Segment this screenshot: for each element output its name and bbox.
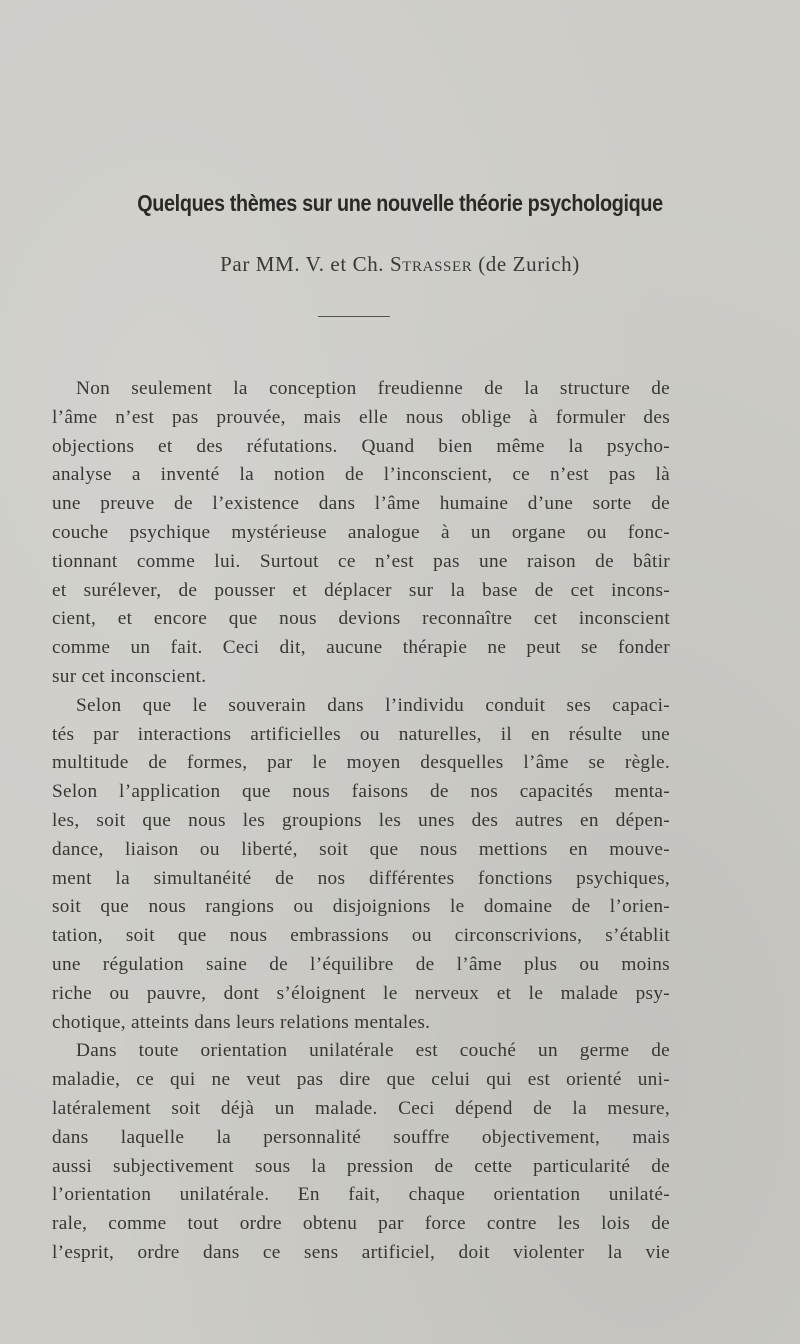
text-line: tation, soit que nous embrassions ou circonscrivions, s’établit — [52, 925, 670, 947]
text-line: cient, et encore que nous devions reconnaître cet inconscient — [52, 608, 670, 630]
text-line: chotique, atteints dans leurs relations mentales. — [52, 1011, 431, 1033]
text-line: soit que nous rangions ou disjoignions le domaine de l’orien- — [52, 896, 670, 918]
text-line: maladie, ce qui ne veut pas dire que celui qui est orienté uni- — [52, 1069, 670, 1091]
text-line: objections et des réfutations. Quand bien même la psycho- — [52, 435, 670, 457]
byline-author: Strasser — [390, 252, 473, 276]
article-title: Quelques thèmes sur une nouvelle théorie psychologique — [137, 190, 663, 216]
text-line: une régulation saine de l’équilibre de l’âme plus ou moins — [52, 953, 670, 975]
byline-suffix: (de Zurich) — [478, 252, 580, 276]
text-line: et surélever, de pousser et déplacer sur la base de cet incons- — [52, 579, 670, 601]
text-line: ment la simultanéité de nos différentes fonctions psychiques, — [52, 867, 670, 889]
text-line: dans laquelle la personnalité souffre objectivement, mais — [52, 1126, 670, 1148]
text-line: latéralement soit déjà un malade. Ceci dépend de la mesure, — [52, 1097, 670, 1119]
text-line: aussi subjectivement sous la pression de cette particularité de — [52, 1155, 670, 1177]
text-line: riche ou pauvre, dont s’éloignent le nerveux et le malade psy- — [52, 982, 670, 1004]
title-separator-rule — [318, 316, 390, 317]
article-byline — [0, 252, 800, 277]
text-line: multitude de formes, par le moyen desquelles l’âme se règle. — [52, 752, 670, 774]
text-line: comme un fait. Ceci dit, aucune thérapie ne peut se fonder — [52, 637, 670, 659]
paragraph — [52, 692, 670, 1038]
text-line: dance, liaison ou liberté, soit que nous mettions en mouve- — [52, 838, 670, 860]
article-body — [52, 375, 670, 1268]
text-line: Non seulement la conception freudienne de la structure de — [76, 378, 670, 399]
text-line: rale, comme tout ordre obtenu par force contre les lois de — [52, 1213, 670, 1235]
byline-prefix: Par MM. V. et Ch. — [220, 252, 385, 276]
text-line: l’orientation unilatérale. En fait, chaque orientation unilaté- — [52, 1184, 670, 1206]
text-line: couche psychique mystérieuse analogue à un organe ou fonc- — [52, 521, 670, 543]
text-line: tés par interactions artificielles ou naturelles, il en résulte une — [52, 723, 670, 745]
paragraph — [52, 375, 670, 692]
text-line: sur cet inconscient. — [52, 665, 207, 687]
text-line: une preuve de l’existence dans l’âme humaine d’une sorte de — [52, 493, 670, 515]
text-line: Selon l’application que nous faisons de nos capacités menta- — [52, 781, 670, 803]
text-line: analyse a inventé la notion de l’inconscient, ce n’est pas là — [52, 464, 670, 486]
text-line: tionnant comme lui. Surtout ce n’est pas une raison de bâtir — [52, 550, 670, 572]
text-line: l’âme n’est pas prouvée, mais elle nous oblige à formuler des — [52, 406, 670, 428]
paragraph — [52, 1037, 670, 1267]
text-line: les, soit que nous les groupions les unes des autres en dépen- — [52, 809, 670, 831]
text-line: Selon que le souverain dans l’individu conduit ses capaci- — [76, 694, 670, 716]
text-line: Dans toute orientation unilatérale est couché un germe de — [76, 1040, 670, 1062]
text-line: l’esprit, ordre dans ce sens artificiel, doit violenter la vie — [52, 1241, 670, 1263]
